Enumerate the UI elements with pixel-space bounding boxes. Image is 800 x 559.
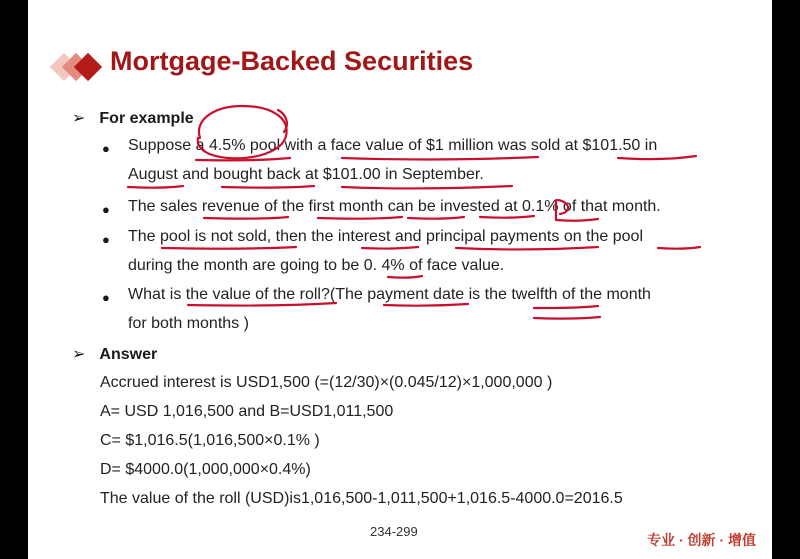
ink-underline bbox=[658, 247, 700, 249]
arrowhead-icon: ➢ bbox=[72, 346, 86, 363]
ink-underline bbox=[196, 158, 290, 160]
ink-underline bbox=[408, 217, 464, 219]
arrowhead-icon: ➢ bbox=[72, 110, 86, 127]
ink-underline bbox=[222, 186, 314, 188]
ink-underline bbox=[384, 304, 468, 306]
slide-title: Mortgage-Backed Securities bbox=[110, 46, 474, 76]
filled-dot-icon: ● bbox=[102, 232, 110, 247]
ink-underline bbox=[534, 317, 600, 319]
answer-heading-label: Answer bbox=[99, 346, 158, 363]
slide bbox=[28, 0, 772, 559]
filled-dot-icon: ● bbox=[102, 141, 110, 156]
answer-line-2: A= USD 1,016,500 and B=USD1,011,500 bbox=[100, 403, 394, 420]
bullet-3-line-2: during the month are going to be 0. 4% of face value. bbox=[128, 257, 505, 274]
ink-underline bbox=[618, 156, 696, 159]
ink-underline bbox=[534, 306, 598, 308]
ink-underline bbox=[388, 276, 422, 278]
answer-line-3: C= $1,016.5(1,016,500×0.1% ) bbox=[100, 432, 320, 449]
answer-heading bbox=[72, 344, 157, 364]
example-heading-label: For example bbox=[99, 110, 194, 127]
ink-underline bbox=[204, 217, 288, 219]
bullet-4-line-1: What is the value of the roll?(The payment date is the twelfth of the month bbox=[128, 286, 651, 303]
filled-dot-icon: ● bbox=[102, 290, 110, 305]
filled-dot-icon: ● bbox=[102, 202, 110, 217]
ink-underline bbox=[318, 217, 402, 219]
example-heading bbox=[72, 108, 194, 128]
bullet-4-line-2: for both months ) bbox=[128, 315, 249, 332]
ink-underline bbox=[362, 247, 418, 249]
ink-underline bbox=[342, 186, 512, 188]
ink-underline bbox=[556, 219, 598, 221]
answer-line-1: Accrued interest is USD1,500 (=(12/30)×(0.045/12)×1,000,000 ) bbox=[100, 374, 553, 391]
bullet-3-line-1: The pool is not sold, then the interest and principal payments on the pool bbox=[128, 228, 643, 245]
ink-underline bbox=[456, 247, 598, 249]
footer-mark: 专业 · 创新 · 增值 bbox=[647, 532, 756, 548]
answer-line-5: The value of the roll (USD)is1,016,500-1,011,500+1,016.5-4000.0=2016.5 bbox=[100, 490, 623, 507]
bullet-1-line-2: August and bought back at $101.00 in September. bbox=[128, 166, 484, 183]
bullet-2-line-1: The sales revenue of the first month can be invested at 0.1% of that month. bbox=[128, 198, 661, 215]
bullet-1-line-1: Suppose a 4.5% pool with a face value of $1 million was sold at $101.50 in bbox=[128, 137, 658, 154]
ink-underline bbox=[480, 216, 534, 218]
ink-underline bbox=[128, 186, 183, 188]
page-number: 234-299 bbox=[370, 524, 418, 539]
ink-underline bbox=[162, 247, 296, 249]
ink-hook bbox=[278, 110, 287, 132]
diamond-logo-icon bbox=[48, 52, 108, 82]
ink-underline bbox=[342, 157, 538, 159]
answer-line-4: D= $4000.0(1,000,000×0.4%) bbox=[100, 461, 311, 478]
